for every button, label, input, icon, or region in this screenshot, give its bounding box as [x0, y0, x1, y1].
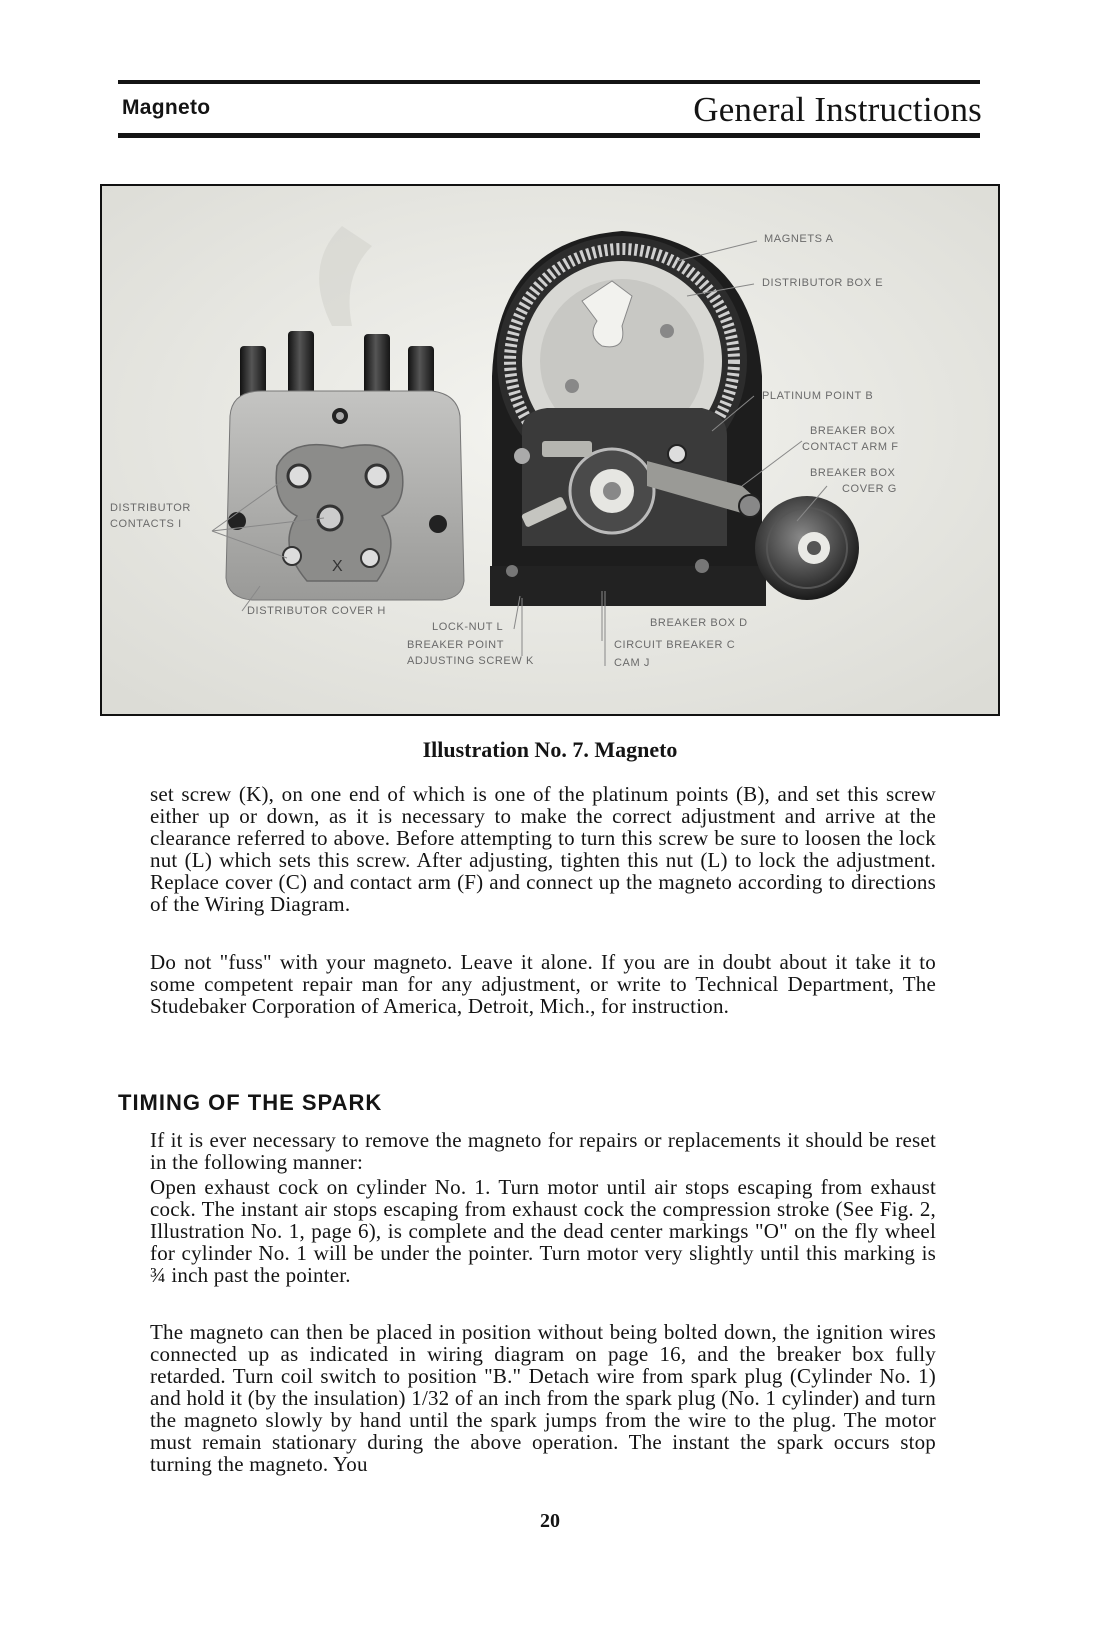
svg-text:X: X — [332, 558, 343, 575]
paragraph-reset-intro — [150, 1129, 936, 1173]
label-adjusting-screw-line2: ADJUSTING SCREW K — [407, 655, 534, 667]
breaker-box-cover — [755, 496, 859, 600]
label-distributor-cover-h: DISTRIBUTOR COVER H — [247, 605, 386, 617]
header-rule-top — [118, 80, 980, 84]
paragraph-set-screw — [150, 783, 936, 915]
label-magnets-a: MAGNETS A — [764, 233, 834, 245]
magneto-body — [490, 231, 766, 606]
label-cover-g-line1: BREAKER BOX — [810, 467, 896, 479]
magneto-illustration — [100, 184, 1000, 716]
label-adjusting-screw-line1: BREAKER POINT — [407, 639, 505, 651]
paragraph-do-not-fuss — [150, 951, 936, 1017]
label-circuit-breaker-c: CIRCUIT BREAKER C — [614, 639, 736, 651]
label-cover-g-line2: COVER G — [842, 483, 897, 495]
page-number: 20 — [540, 1510, 560, 1532]
section-heading-timing: TIMING OF THE SPARK — [118, 1090, 383, 1115]
label-contact-arm-line1: BREAKER BOX — [810, 425, 896, 437]
label-breaker-box-d: BREAKER BOX D — [650, 617, 748, 629]
paragraph-text: If it is ever necessary to remove the magneto for repairs or replacements it should be reset in the following manner: — [150, 1128, 936, 1174]
header-chapter-title: General Instructions — [693, 90, 982, 129]
paragraph-exhaust-cock — [150, 1176, 936, 1286]
label-lock-nut-l: LOCK-NUT L — [432, 621, 504, 633]
header-section-title: Magneto — [122, 96, 211, 119]
label-platinum-point-b: PLATINUM POINT B — [762, 390, 874, 402]
paragraph-text: Do not "fuss" with your magneto. Leave it alone. If you are in doubt about it take it to some competent repair man for any adjustment, or write to Technical Department, The Studebaker Corporation of America, Detroit, Mich., for instruction. — [150, 950, 936, 1018]
label-distributor-contacts-line1: DISTRIBUTOR — [110, 502, 191, 514]
label-distributor-box-e: DISTRIBUTOR BOX E — [762, 277, 884, 289]
label-contact-arm-line2: CONTACT ARM F — [802, 441, 899, 453]
paragraph-text: set screw (K), on one end of which is one of the platinum points (B), and set this screw either up or down, as it is necessary to make the correct adjustment and arrive at the clearance referred to above. Before attempting to turn this screw be sure to loosen the lock nut (L) which sets this screw. After adjusting, tighten this nut (L) to lock the adjustment. Replace cover (C) and contact arm (F) and connect up the magneto according to directions of the Wiring Diagram. — [150, 782, 936, 916]
paragraph-text: The magneto can then be placed in position without being bolted down, the ignition wires connected up as indicated in wiring diagram on page 16, and the breaker box fully retarded. Turn coil switch to position "B." Detach wire from spark plug (Cylinder No. 1) and hold it (by the insulation) 1/32 of an inch from the spark plug (No. 1 cylinder) and turn the magneto slowly by hand until the spark jumps from the wire to the plug. The motor must remain stationary during the above operation. The instant the spark occurs stop turning the magneto. You — [150, 1320, 936, 1476]
paragraph-magneto-placement — [150, 1321, 936, 1475]
label-distributor-contacts-line2: CONTACTS I — [110, 518, 182, 530]
header-rule-bottom — [118, 133, 980, 138]
paragraph-text: Open exhaust cock on cylinder No. 1. Turn motor until air stops escaping from exhaust cock. The instant air stops escaping from exhaust cock the compression stroke (See Fig. 2, Illustration No. 1, page 6), is complete and the dead center markings "O" on the fly wheel for cylinder No. 1 will be under the pointer. Turn motor very slightly until this marking is ¾ inch past the pointer. — [150, 1175, 936, 1287]
label-cam-j: CAM J — [614, 657, 650, 669]
illustration-caption: Illustration No. 7. Magneto — [422, 737, 678, 762]
